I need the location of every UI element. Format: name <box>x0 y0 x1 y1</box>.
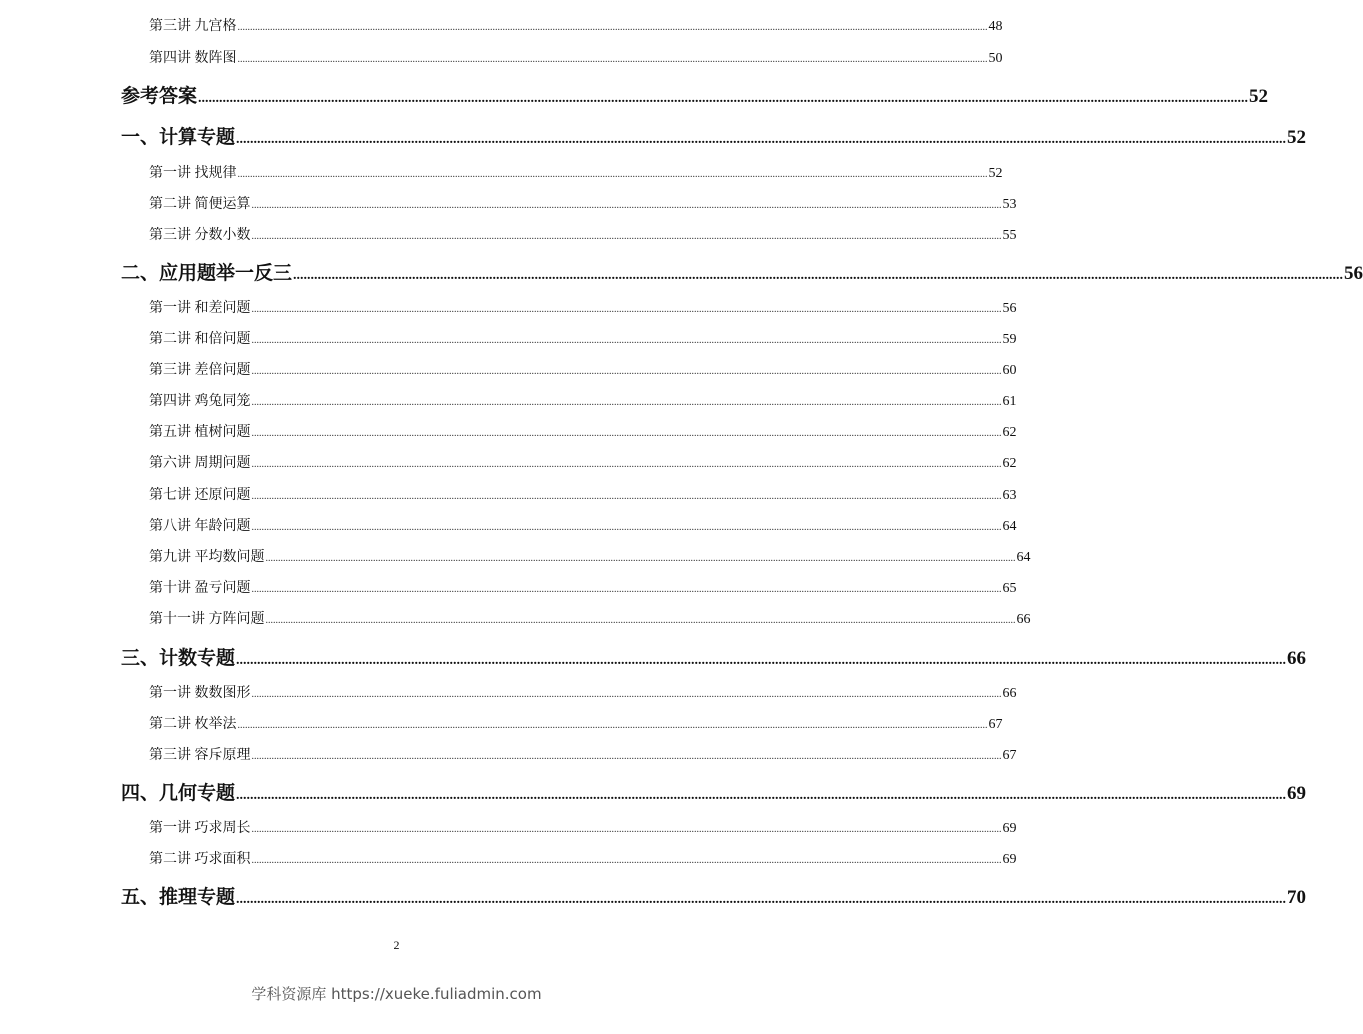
toc-entry[interactable] <box>149 546 1031 566</box>
page-number: 2 <box>393 938 400 952</box>
dot-leader: ............................................................................................................................................................................................................................................................................................................ <box>251 751 1002 762</box>
toc-entry[interactable] <box>149 484 1017 504</box>
toc-entry[interactable] <box>149 297 1017 317</box>
toc-entry[interactable] <box>149 162 1003 182</box>
toc-entry-title: 第七讲 还原问题 <box>149 488 251 503</box>
toc-entry-page: 62 <box>1002 456 1017 471</box>
toc-entry-page: 55 <box>1002 228 1017 243</box>
dot-leader: ............................................................................................................................................................................................................................................................................................................ <box>251 397 1002 408</box>
dot-leader: ............................................................................................................................................................................................................................................................................................................ <box>236 892 1287 907</box>
dot-leader: ............................................................................................................................................................................................................................................................................................................ <box>293 268 1344 283</box>
footer-watermark: 学科资源库 https://xueke.fuliadmin.com <box>251 985 542 1003</box>
toc-section-title: 二、应用题举一反三 <box>121 263 293 284</box>
toc-section[interactable] <box>121 81 1269 108</box>
dot-leader: ............................................................................................................................................................................................................................................................................................................ <box>251 459 1002 470</box>
dot-leader: ............................................................................................................................................................................................................................................................................................................ <box>251 428 1002 439</box>
toc-entry-page: 69 <box>1002 821 1017 836</box>
toc-entry[interactable] <box>149 515 1017 535</box>
toc-entry-page: 69 <box>1002 852 1017 867</box>
toc-entry-title: 第二讲 枚举法 <box>149 717 237 732</box>
dot-leader: ............................................................................................................................................................................................................................................................................................................ <box>251 689 1002 700</box>
dot-leader: ............................................................................................................................................................................................................................................................................................................ <box>251 491 1002 502</box>
dot-leader: ............................................................................................................................................................................................................................................................................................................ <box>251 824 1002 835</box>
toc-entry-title: 第二讲 和倍问题 <box>149 332 251 347</box>
toc-entry-page: 64 <box>1002 519 1017 534</box>
dot-leader: ............................................................................................................................................................................................................................................................................................................ <box>251 522 1002 533</box>
toc-entry-title: 第三讲 差倍问题 <box>149 363 251 378</box>
toc-entry-title: 第二讲 简便运算 <box>149 197 251 212</box>
dot-leader: ............................................................................................................................................................................................................................................................................................................ <box>237 54 988 65</box>
toc-entry-title: 第九讲 平均数问题 <box>149 550 265 565</box>
dot-leader: ............................................................................................................................................................................................................................................................................................................ <box>251 855 1002 866</box>
toc-entry-page: 67 <box>1002 748 1017 763</box>
dot-leader: ............................................................................................................................................................................................................................................................................................................ <box>236 132 1287 147</box>
toc-entry[interactable] <box>149 328 1017 348</box>
toc-entry-title: 第一讲 巧求周长 <box>149 821 251 836</box>
dot-leader: ............................................................................................................................................................................................................................................................................................................ <box>251 366 1002 377</box>
toc-entry[interactable] <box>149 390 1017 410</box>
toc-entry[interactable] <box>149 224 1017 244</box>
toc-section-page: 52 <box>1287 127 1307 148</box>
toc-section[interactable] <box>121 258 1363 285</box>
toc-entry-page: 66 <box>1002 686 1017 701</box>
dot-leader: ............................................................................................................................................................................................................................................................................................................ <box>251 335 1002 346</box>
dot-leader: ............................................................................................................................................................................................................................................................................................................ <box>198 91 1249 106</box>
toc-section-page: 70 <box>1287 887 1307 908</box>
dot-leader: ............................................................................................................................................................................................................................................................................................................ <box>265 615 1016 626</box>
toc-entry-page: 66 <box>1016 612 1031 627</box>
toc-section[interactable] <box>121 643 1307 670</box>
toc-entry-title: 第一讲 数数图形 <box>149 686 251 701</box>
toc-entry-page: 52 <box>988 166 1003 181</box>
toc-section-title: 一、计算专题 <box>121 127 236 148</box>
dot-leader: ............................................................................................................................................................................................................................................................................................................ <box>251 231 1002 242</box>
toc-entry-page: 67 <box>988 717 1003 732</box>
dot-leader: ............................................................................................................................................................................................................................................................................................................ <box>237 22 988 33</box>
dot-leader: ............................................................................................................................................................................................................................................................................................................ <box>251 304 1002 315</box>
toc-entry[interactable] <box>149 744 1017 764</box>
toc-section-page: 52 <box>1249 86 1269 107</box>
dot-leader: ............................................................................................................................................................................................................................................................................................................ <box>237 169 988 180</box>
toc-section[interactable] <box>121 882 1307 909</box>
toc-entry-title: 第二讲 巧求面积 <box>149 852 251 867</box>
toc-entry-page: 62 <box>1002 425 1017 440</box>
toc-section-page: 56 <box>1344 263 1363 284</box>
toc-section-page: 66 <box>1287 648 1307 669</box>
toc-entry[interactable] <box>149 15 1003 35</box>
toc-entry-title: 第十一讲 方阵问题 <box>149 612 265 627</box>
toc-entry-page: 60 <box>1002 363 1017 378</box>
dot-leader: ............................................................................................................................................................................................................................................................................................................ <box>237 720 988 731</box>
toc-entry[interactable] <box>149 682 1017 702</box>
toc-entry-page: 50 <box>988 51 1003 66</box>
toc-entry[interactable] <box>149 359 1017 379</box>
toc-entry-title: 第三讲 分数小数 <box>149 228 251 243</box>
toc-section-title: 三、计数专题 <box>121 648 236 669</box>
toc-section-title: 五、推理专题 <box>121 887 236 908</box>
toc-entry-title: 第三讲 九宫格 <box>149 19 237 34</box>
toc-entry-page: 59 <box>1002 332 1017 347</box>
toc-entry-title: 第三讲 容斥原理 <box>149 748 251 763</box>
dot-leader: ............................................................................................................................................................................................................................................................................................................ <box>251 200 1002 211</box>
toc-section[interactable] <box>121 122 1307 149</box>
toc-entry[interactable] <box>149 817 1017 837</box>
toc-entry-title: 第一讲 和差问题 <box>149 301 251 316</box>
dot-leader: ............................................................................................................................................................................................................................................................................................................ <box>265 553 1016 564</box>
toc-entry-title: 第五讲 植树问题 <box>149 425 251 440</box>
dot-leader: ............................................................................................................................................................................................................................................................................................................ <box>251 584 1002 595</box>
toc-entry-title: 第十讲 盈亏问题 <box>149 581 251 596</box>
toc-section[interactable] <box>121 778 1307 805</box>
toc-entry-page: 61 <box>1002 394 1017 409</box>
toc-entry[interactable] <box>149 713 1003 733</box>
toc-section-title: 参考答案 <box>121 86 198 107</box>
toc-entry-page: 64 <box>1016 550 1031 565</box>
toc-entry[interactable] <box>149 608 1031 628</box>
toc-entry-title: 第四讲 鸡兔同笼 <box>149 394 251 409</box>
toc-section-page: 69 <box>1287 783 1307 804</box>
toc-entry-title: 第一讲 找规律 <box>149 166 237 181</box>
toc-entry-page: 53 <box>1002 197 1017 212</box>
toc-entry[interactable] <box>149 577 1017 597</box>
toc-entry-page: 65 <box>1002 581 1017 596</box>
toc-entry-title: 第六讲 周期问题 <box>149 456 251 471</box>
toc-entry-title: 第四讲 数阵图 <box>149 51 237 66</box>
toc-entry[interactable] <box>149 47 1003 67</box>
dot-leader: ............................................................................................................................................................................................................................................................................................................ <box>236 653 1287 668</box>
toc-entry[interactable] <box>149 421 1017 441</box>
toc-entry[interactable] <box>149 452 1017 472</box>
toc-entry[interactable] <box>149 193 1017 213</box>
toc-entry-title: 第八讲 年龄问题 <box>149 519 251 534</box>
toc-entry-page: 63 <box>1002 488 1017 503</box>
toc-entry[interactable] <box>149 848 1017 868</box>
dot-leader: ............................................................................................................................................................................................................................................................................................................ <box>236 788 1287 803</box>
toc-entry-page: 56 <box>1002 301 1017 316</box>
toc-entry-page: 48 <box>988 19 1003 34</box>
toc-section-title: 四、几何专题 <box>121 783 236 804</box>
